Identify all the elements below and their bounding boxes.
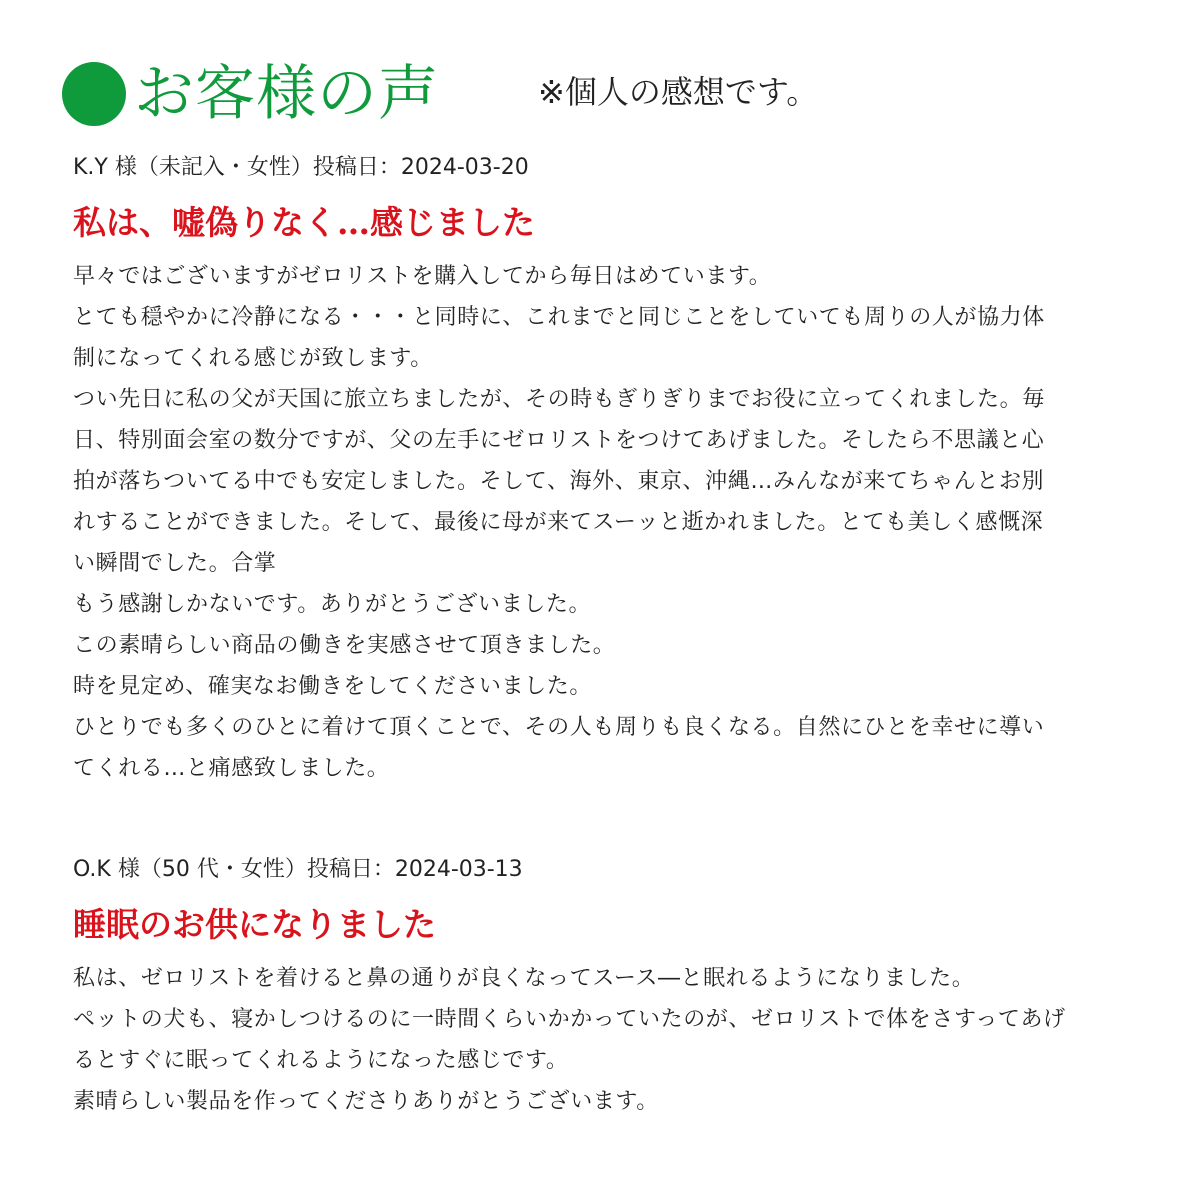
review-line: この素晴らしい商品の働きを実感させて頂きました。 xyxy=(73,633,616,658)
section-title: お客様の声 xyxy=(134,59,439,129)
review-line: るとすぐに眠ってくれるようになった感じです。 xyxy=(73,1048,569,1073)
review-meta: O.K 様（50 代・女性）投稿日：2024-03-13 xyxy=(73,857,523,882)
review-line: とても穏やかに冷静になる・・・と同時に、これまでと同じことをしていても周りの人が協力体 xyxy=(73,305,1045,330)
review-line: 私は、ゼロリストを着けると鼻の通りが良くなってスース―と眠れるようになりました。 xyxy=(73,966,975,991)
review-body xyxy=(73,256,1153,789)
review-line: 日、特別面会室の数分ですが、父の左手にゼロリストをつけてあげました。そしたら不思議と心 xyxy=(73,428,1045,453)
review-line: ひとりでも多くのひとに着けて頂くことで、その人も周りも良くなる。自然にひとを幸せに導い xyxy=(73,715,1045,740)
disclaimer-note: ※個人の感想です。 xyxy=(538,73,819,111)
review-headline: 私は、嘘偽りなく…感じました xyxy=(73,203,535,242)
review-headline: 睡眠のお供になりました xyxy=(73,905,436,944)
review-line: つい先日に私の父が天国に旅立ちましたが、その時もぎりぎりまでお役に立ってくれました。毎 xyxy=(73,387,1045,412)
review-line: てくれる…と痛感致しました。 xyxy=(73,756,390,781)
review-line: 時を見定め、確実なお働きをしてくださいました。 xyxy=(73,674,592,699)
section-header xyxy=(62,54,439,134)
green-bullet-icon xyxy=(62,62,126,126)
review-line: れすることができました。そして、最後に母が来てスーッと逝かれました。とても美しく感慨深 xyxy=(73,510,1044,535)
review-card xyxy=(73,852,1153,1122)
review-card xyxy=(73,150,1153,789)
review-line: 制になってくれる感じが致します。 xyxy=(73,346,433,371)
review-line: 早々ではございますがゼロリストを購入してから毎日はめています。 xyxy=(73,264,772,289)
review-line: 素晴らしい製品を作ってくださりありがとうございます。 xyxy=(73,1089,659,1114)
review-meta: K.Y 様（未記入・女性）投稿日：2024-03-20 xyxy=(73,155,529,180)
review-line: もう感謝しかないです。ありがとうございました。 xyxy=(73,592,592,617)
review-line: い瞬間でした。合掌 xyxy=(73,551,277,576)
review-line: 拍が落ちついてる中でも安定しました。そして、海外、東京、沖縄…みんなが来てちゃんとお別 xyxy=(73,469,1045,494)
review-body xyxy=(73,958,1153,1122)
review-line: ペットの犬も、寝かしつけるのに一時間くらいかかっていたのが、ゼロリストで体をさすってあげ xyxy=(73,1007,1066,1032)
